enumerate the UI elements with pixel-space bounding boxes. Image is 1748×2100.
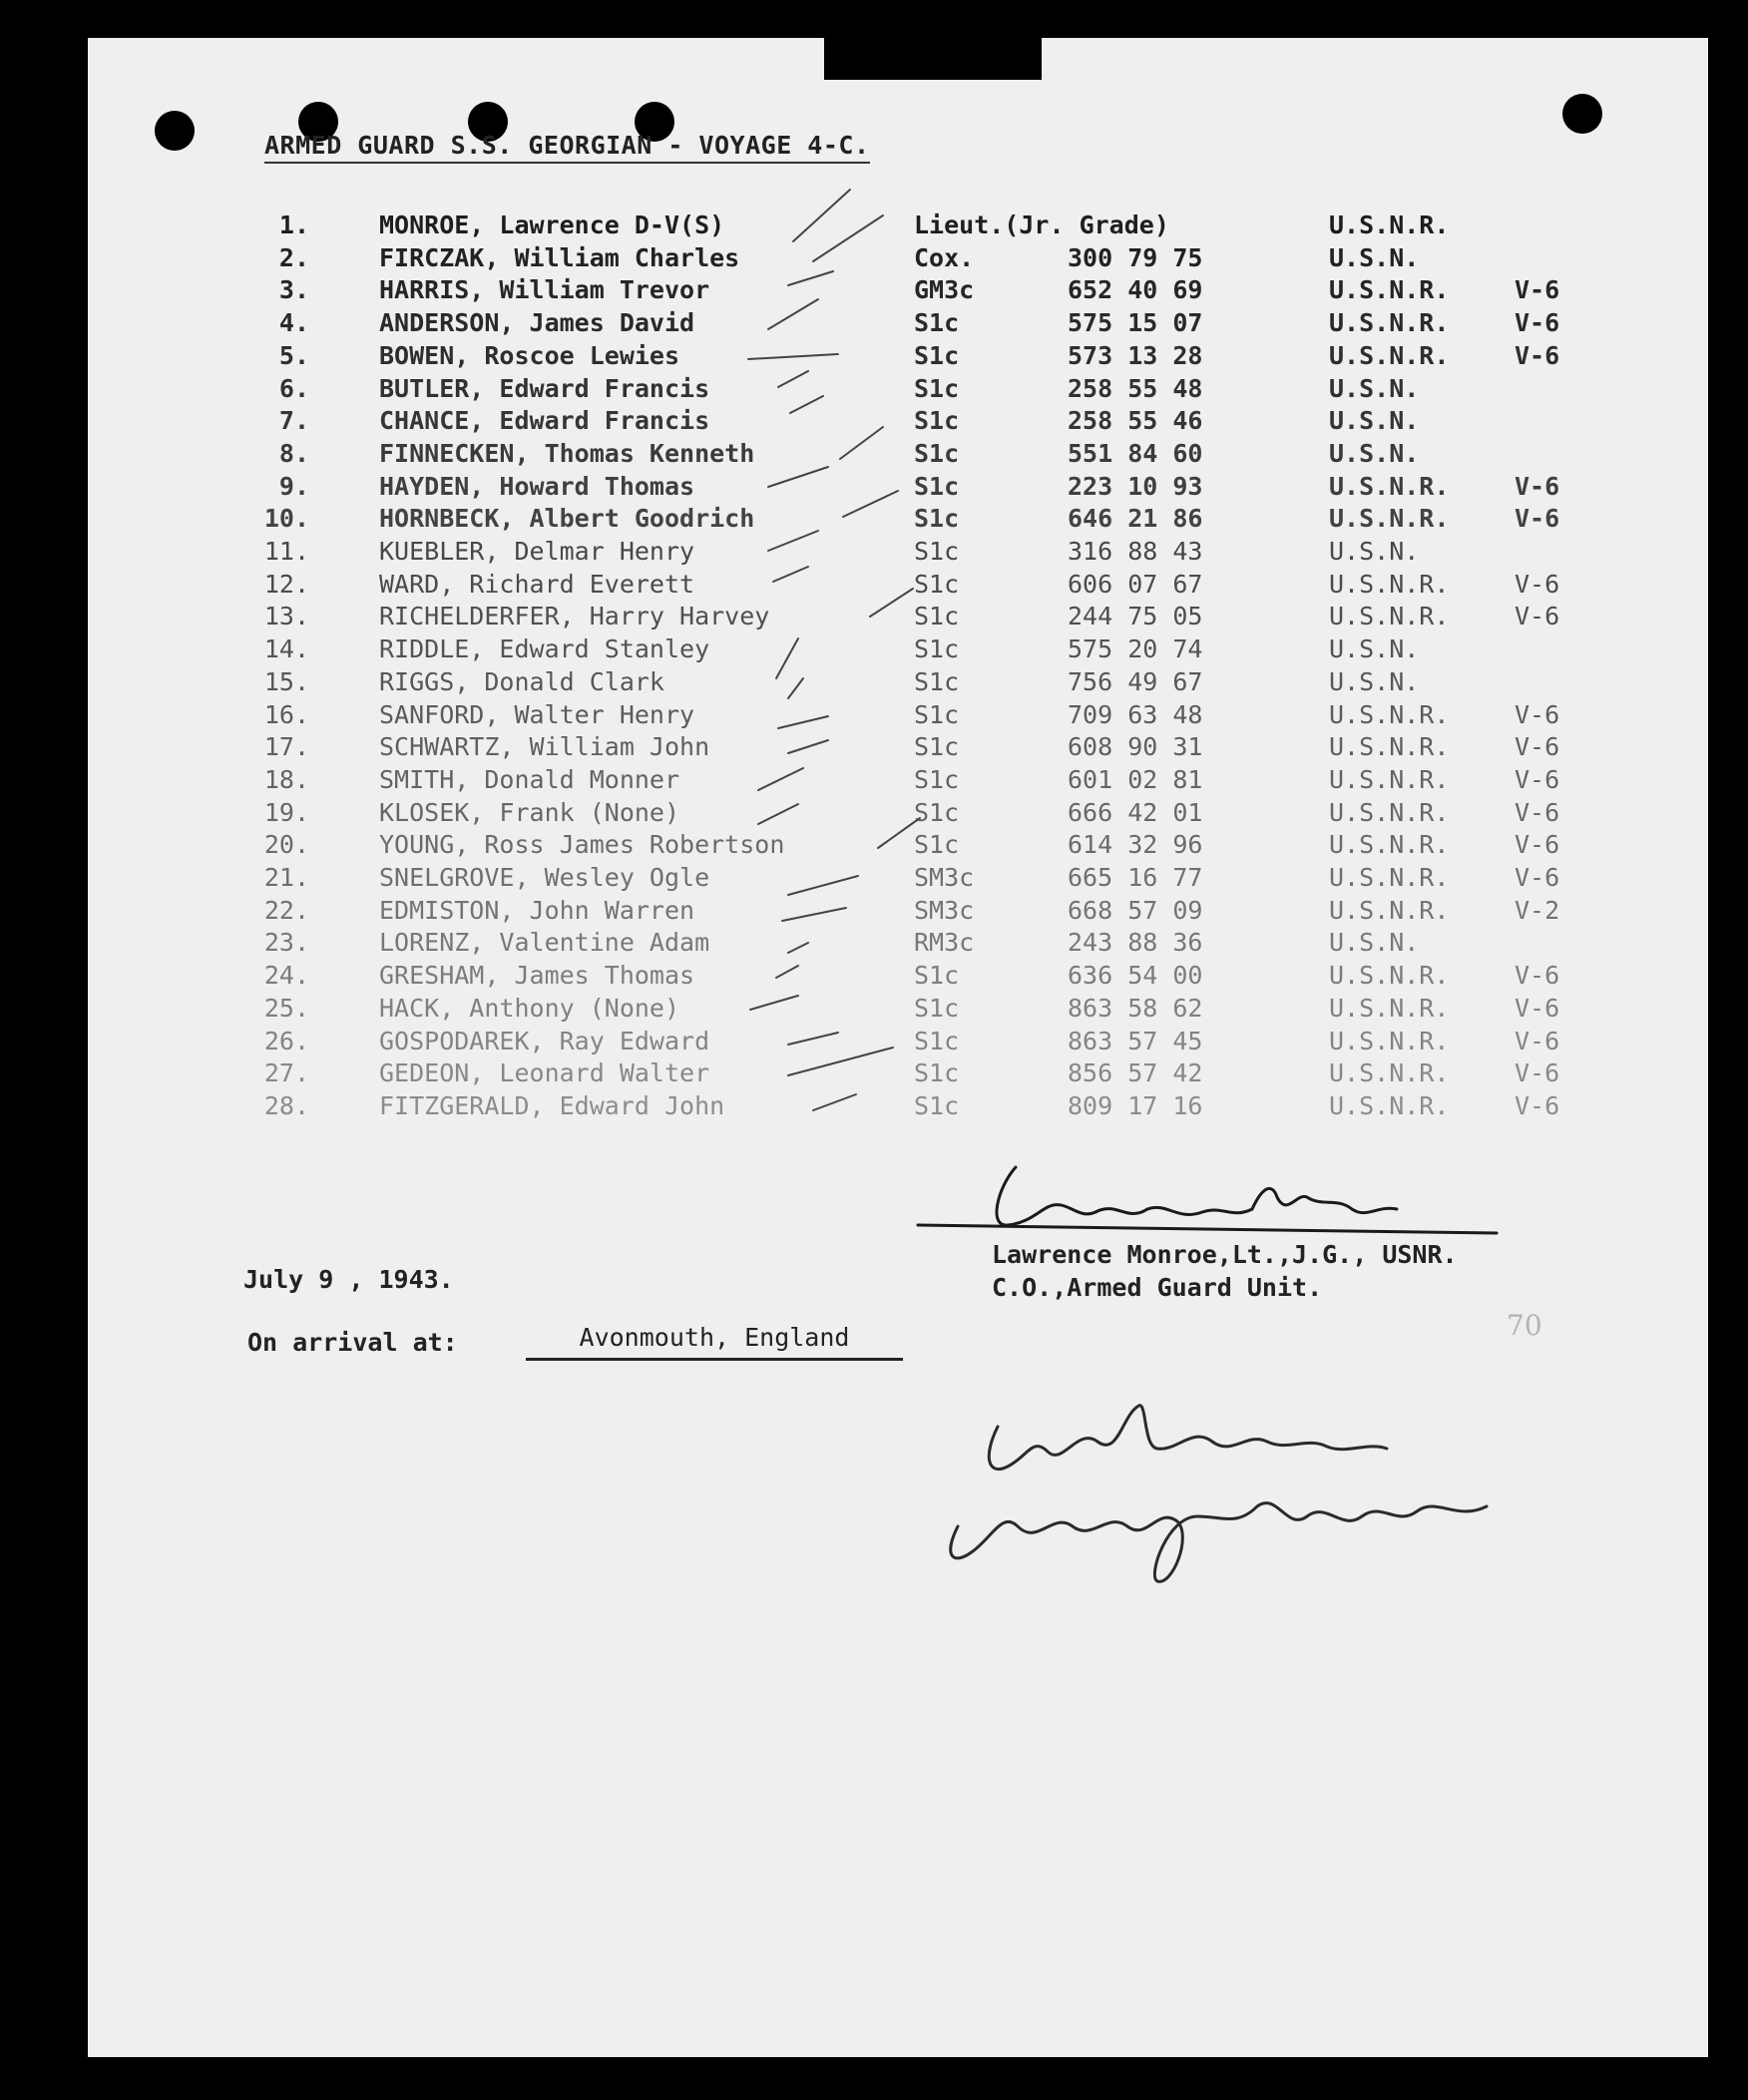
roster-number: 19. (263, 797, 309, 827)
roster-class: V-6 (1515, 569, 1560, 599)
roster-service-number: 863 57 45 (1068, 1026, 1203, 1055)
table-row (0, 308, 1620, 338)
roster-number: 8. (278, 438, 309, 468)
roster-service-number: 573 13 28 (1068, 340, 1203, 370)
roster-service-number: 646 21 86 (1068, 504, 1203, 534)
roster-name: MONROE, Lawrence D-V(S) (379, 210, 725, 239)
signer-typed-name: Lawrence Monroe,Lt.,J.G., USNR. (992, 1240, 1458, 1269)
arrival-label: On arrival at: (247, 1328, 458, 1357)
roster-number: 14. (263, 634, 309, 664)
roster-branch: U.S.N.R. (1329, 797, 1450, 827)
roster-rate: Cox. (914, 242, 975, 272)
roster-name: HARRIS, William Trevor (379, 275, 710, 305)
roster-class: V-6 (1515, 699, 1560, 729)
roster-service-number: 300 79 75 (1068, 242, 1203, 272)
roster-name: SCHWARTZ, William John (379, 732, 710, 762)
roster-service-number: 223 10 93 (1068, 471, 1203, 501)
roster-branch: U.S.N.R. (1329, 764, 1450, 794)
roster-rate: SM3c (914, 863, 975, 892)
roster-branch: U.S.N.R. (1329, 308, 1450, 338)
roster-number: 17. (263, 732, 309, 762)
roster-branch: U.S.N.R. (1329, 1026, 1450, 1055)
table-row (0, 570, 1620, 600)
roster-name: HORNBECK, Albert Goodrich (379, 504, 755, 534)
roster-class: V-6 (1515, 340, 1560, 370)
table-row (0, 928, 1620, 958)
table-row (0, 798, 1620, 828)
roster-class: V-6 (1515, 863, 1560, 892)
roster-name: YOUNG, Ross James Robertson (379, 830, 785, 860)
roster-rate: S1c (914, 1090, 960, 1120)
roster-name: ANDERSON, James David (379, 308, 695, 338)
table-row (0, 896, 1620, 926)
punch-hole (155, 111, 195, 151)
roster-number: 9. (278, 471, 309, 501)
roster-name: RIDDLE, Edward Stanley (379, 634, 710, 664)
roster-branch: U.S.N.R. (1329, 1058, 1450, 1088)
table-row (0, 243, 1620, 273)
page-notch (824, 38, 1042, 80)
roster-service-number: 666 42 01 (1068, 797, 1203, 827)
roster-branch: U.S.N. (1329, 373, 1420, 403)
roster-rate: S1c (914, 340, 960, 370)
roster-number: 22. (263, 895, 309, 925)
roster-branch: U.S.N. (1329, 537, 1420, 566)
roster-rate: S1c (914, 373, 960, 403)
roster-rate: S1c (914, 602, 960, 631)
roster-branch: U.S.N. (1329, 406, 1420, 436)
roster-rate: S1c (914, 1058, 960, 1088)
roster-service-number: 668 57 09 (1068, 895, 1203, 925)
roster-rate: S1c (914, 961, 960, 991)
roster-name: RICHELDERFER, Harry Harvey (379, 602, 770, 631)
arrival-port: Avonmouth, England (526, 1323, 903, 1361)
roster-name: KUEBLER, Delmar Henry (379, 537, 695, 566)
roster-branch: U.S.N.R. (1329, 275, 1450, 305)
roster-name: GEDEON, Leonard Walter (379, 1058, 710, 1088)
punch-hole (1562, 94, 1602, 134)
roster-service-number: 258 55 48 (1068, 373, 1203, 403)
roster-service-number: 652 40 69 (1068, 275, 1203, 305)
table-row (0, 537, 1620, 567)
roster-number: 16. (263, 699, 309, 729)
roster-name: GOSPODAREK, Ray Edward (379, 1026, 710, 1055)
roster-class: V-6 (1515, 797, 1560, 827)
roster-service-number: 243 88 36 (1068, 928, 1203, 958)
roster-number: 2. (278, 242, 309, 272)
roster-number: 10. (263, 504, 309, 534)
roster-branch: U.S.N.R. (1329, 602, 1450, 631)
table-row (0, 994, 1620, 1024)
roster-branch: U.S.N.R. (1329, 569, 1450, 599)
roster-name: SNELGROVE, Wesley Ogle (379, 863, 710, 892)
roster-rate: S1c (914, 764, 960, 794)
roster-name: GRESHAM, James Thomas (379, 961, 695, 991)
roster-rate: S1c (914, 504, 960, 534)
table-row (0, 504, 1620, 534)
roster-name: FINNECKEN, Thomas Kenneth (379, 438, 755, 468)
roster-class: V-6 (1515, 308, 1560, 338)
table-row (0, 1091, 1620, 1121)
table-row (0, 1027, 1620, 1056)
roster-rate: RM3c (914, 928, 975, 958)
roster-number: 21. (263, 863, 309, 892)
roster-rate: S1c (914, 438, 960, 468)
roster-rate: S1c (914, 993, 960, 1023)
roster-service-number: 756 49 67 (1068, 666, 1203, 696)
roster-class: V-6 (1515, 275, 1560, 305)
roster-class: V-6 (1515, 1026, 1560, 1055)
table-row (0, 830, 1620, 860)
table-row (0, 634, 1620, 664)
roster-number: 1. (278, 210, 309, 239)
roster-name: HACK, Anthony (None) (379, 993, 680, 1023)
document-date: July 9 , 1943. (243, 1265, 454, 1294)
roster-rate: S1c (914, 830, 960, 860)
roster-rate: S1c (914, 699, 960, 729)
roster-rate: S1c (914, 634, 960, 664)
roster-name: SMITH, Donald Monner (379, 764, 680, 794)
roster-number: 24. (263, 961, 309, 991)
roster-name: BUTLER, Edward Francis (379, 373, 710, 403)
roster-number: 4. (278, 308, 309, 338)
roster-number: 6. (278, 373, 309, 403)
roster-branch: U.S.N. (1329, 928, 1420, 958)
roster-branch: U.S.N.R. (1329, 340, 1450, 370)
roster-class: V-6 (1515, 961, 1560, 991)
table-row (0, 602, 1620, 631)
roster-number: 23. (263, 928, 309, 958)
roster-service-number: 665 16 77 (1068, 863, 1203, 892)
roster-service-number: 809 17 16 (1068, 1090, 1203, 1120)
roster-number: 5. (278, 340, 309, 370)
roster-branch: U.S.N. (1329, 634, 1420, 664)
table-row (0, 374, 1620, 404)
roster-class: V-6 (1515, 732, 1560, 762)
roster-class: V-6 (1515, 830, 1560, 860)
table-row (0, 700, 1620, 730)
roster-class: V-6 (1515, 993, 1560, 1023)
roster-branch: U.S.N. (1329, 666, 1420, 696)
roster-number: 18. (263, 764, 309, 794)
roster-number: 3. (278, 275, 309, 305)
roster-name: SANFORD, Walter Henry (379, 699, 695, 729)
roster-service-number: 614 32 96 (1068, 830, 1203, 860)
roster-number: 13. (263, 602, 309, 631)
roster-name: CHANCE, Edward Francis (379, 406, 710, 436)
roster-rate: S1c (914, 797, 960, 827)
roster-service-number: 258 55 46 (1068, 406, 1203, 436)
roster-service-number: 551 84 60 (1068, 438, 1203, 468)
roster-name: WARD, Richard Everett (379, 569, 695, 599)
roster-name: BOWEN, Roscoe Lewies (379, 340, 680, 370)
roster-class: V-6 (1515, 602, 1560, 631)
table-row (0, 275, 1620, 305)
roster-rate: SM3c (914, 895, 975, 925)
roster-class: V-6 (1515, 471, 1560, 501)
roster-branch: U.S.N.R. (1329, 210, 1450, 239)
roster-branch: U.S.N.R. (1329, 732, 1450, 762)
roster-name: EDMISTON, John Warren (379, 895, 695, 925)
roster-number: 27. (263, 1058, 309, 1088)
roster-rate: S1c (914, 471, 960, 501)
page-number: 70 (1507, 1309, 1542, 1342)
roster-name: FITZGERALD, Edward John (379, 1090, 725, 1120)
table-row (0, 961, 1620, 991)
roster-service-number: 863 58 62 (1068, 993, 1203, 1023)
roster-number: 28. (263, 1090, 309, 1120)
roster-branch: U.S.N.R. (1329, 895, 1450, 925)
roster-rate: Lieut.(Jr. Grade) (914, 210, 1169, 239)
roster-rate: S1c (914, 569, 960, 599)
roster-branch: U.S.N.R. (1329, 993, 1450, 1023)
roster-service-number: 244 75 05 (1068, 602, 1203, 631)
roster-class: V-6 (1515, 1058, 1560, 1088)
roster-number: 12. (263, 569, 309, 599)
roster-service-number: 606 07 67 (1068, 569, 1203, 599)
table-row (0, 765, 1620, 795)
roster-rate: S1c (914, 308, 960, 338)
roster-number: 20. (263, 830, 309, 860)
roster-branch: U.S.N.R. (1329, 863, 1450, 892)
roster-name: RIGGS, Donald Clark (379, 666, 664, 696)
document-title: ARMED GUARD S.S. GEORGIAN - VOYAGE 4-C. (264, 131, 870, 164)
roster-branch: U.S.N. (1329, 242, 1420, 272)
table-row (0, 406, 1620, 436)
roster-class: V-2 (1515, 895, 1560, 925)
roster-rate: S1c (914, 732, 960, 762)
roster-name: LORENZ, Valentine Adam (379, 928, 710, 958)
roster-class: V-6 (1515, 764, 1560, 794)
roster-rate: S1c (914, 666, 960, 696)
table-row (0, 863, 1620, 893)
roster-rate: S1c (914, 1026, 960, 1055)
roster-rate: GM3c (914, 275, 975, 305)
roster-rate: S1c (914, 537, 960, 566)
roster-rate: S1c (914, 406, 960, 436)
roster-service-number: 575 15 07 (1068, 308, 1203, 338)
roster-branch: U.S.N.R. (1329, 1090, 1450, 1120)
roster-branch: U.S.N.R. (1329, 504, 1450, 534)
roster-number: 15. (263, 666, 309, 696)
roster-branch: U.S.N. (1329, 438, 1420, 468)
table-row (0, 667, 1620, 697)
roster-number: 7. (278, 406, 309, 436)
roster-service-number: 709 63 48 (1068, 699, 1203, 729)
roster-number: 11. (263, 537, 309, 566)
roster-service-number: 608 90 31 (1068, 732, 1203, 762)
roster-branch: U.S.N.R. (1329, 699, 1450, 729)
roster-branch: U.S.N.R. (1329, 471, 1450, 501)
table-row (0, 732, 1620, 762)
table-row (0, 210, 1620, 240)
roster-service-number: 575 20 74 (1068, 634, 1203, 664)
roster-service-number: 636 54 00 (1068, 961, 1203, 991)
roster-class: V-6 (1515, 504, 1560, 534)
roster-number: 25. (263, 993, 309, 1023)
roster-service-number: 316 88 43 (1068, 537, 1203, 566)
roster-branch: U.S.N.R. (1329, 830, 1450, 860)
roster-name: KLOSEK, Frank (None) (379, 797, 680, 827)
roster-service-number: 601 02 81 (1068, 764, 1203, 794)
signer-title: C.O.,Armed Guard Unit. (992, 1273, 1323, 1302)
roster-class: V-6 (1515, 1090, 1560, 1120)
table-row (0, 341, 1620, 371)
table-row (0, 1058, 1620, 1088)
roster-service-number: 856 57 42 (1068, 1058, 1203, 1088)
table-row (0, 472, 1620, 502)
roster-name: FIRCZAK, William Charles (379, 242, 740, 272)
roster-number: 26. (263, 1026, 309, 1055)
table-row (0, 439, 1620, 469)
roster-branch: U.S.N.R. (1329, 961, 1450, 991)
roster-name: HAYDEN, Howard Thomas (379, 471, 695, 501)
